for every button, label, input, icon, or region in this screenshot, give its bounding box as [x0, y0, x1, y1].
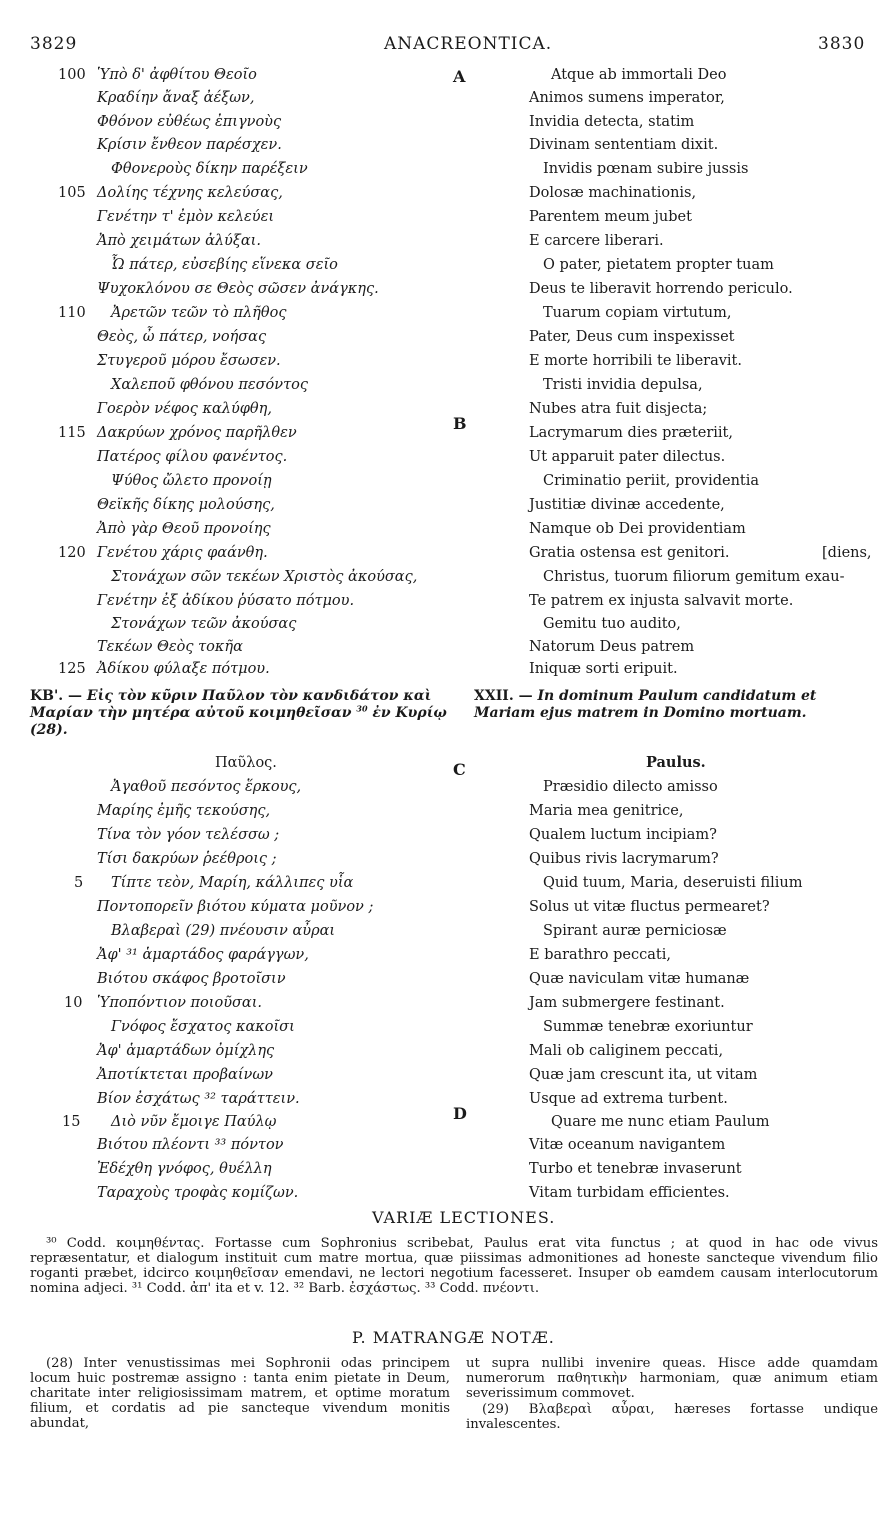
title-tail: ἐν Κυρίῳ (28). — [30, 705, 447, 738]
greek-verse: Ψύθος ὤλετο προνοίῃ — [111, 473, 272, 489]
line-number: 110 — [58, 305, 86, 321]
variant-reading: ³⁰ Codd. κοιμηθέντας. Fortasse cum Sophronius scribebat, Paulus erat vita functus ; at quod in hac ode vivus repræsentatur, et dialogum instituit cum matre mortua, quæ piissimas admonitiones ad honeste sancteque vivendum filio roganti præbet, idcirco κοιμηθεῖσαν emendavi, ne lectori negotium facesseret. Insuper ob eamdem causam interlocutorum nomina adjeci. ³¹ Codd. ἀπ' ita et v. 12. ³² Barb. ἐσχάστως. ³³ Codd. πνέοντι. — [30, 1236, 878, 1296]
latin-verse: Nubes atra fuit disjecta; — [529, 401, 708, 417]
greek-verse: Στονάχων τεῶν ἀκούσας — [111, 616, 297, 632]
greek-verse: Ταραχοὺς τροφὰς κομίζων. — [97, 1185, 299, 1201]
greek-verse: Ψυχοκλόνου σε Θεὸς σῶσεν ἀνάγκης. — [97, 281, 379, 297]
greek-verse: Ἀφ' ἁμαρτάδων ὀμίχλης — [97, 1043, 275, 1059]
greek-verse: Στυγεροῦ μόρου ἔσωσεν. — [97, 353, 281, 369]
greek-verse: Γνόφος ἔσχατος κακοῖσι — [111, 1019, 295, 1035]
latin-verse: Gratia ostensa est genitori. — [529, 545, 730, 561]
greek-verse: Γοερὸν νέφος καλύφθη, — [97, 401, 272, 417]
latin-verse: Te patrem ex injusta salvavit morte. — [529, 593, 794, 609]
greek-verse: Ὦ πάτερ, εὐσεβίης εἵνεκα σεῖο — [111, 257, 338, 273]
greek-verse: Γενέτου χάρις φαάνθη. — [97, 545, 268, 561]
greek-verse: Θεϊκῆς δίκης μολούσης, — [97, 497, 275, 513]
poem-number: XXII. — — [474, 688, 533, 704]
latin-verse: Atque ab immortali Deo — [551, 67, 727, 83]
latin-verse: Turbo et tenebræ invaserunt — [529, 1161, 742, 1177]
greek-verse: Ποντοπορεῖν βιότου κύματα μοῦνον ; — [97, 899, 374, 915]
notes-heading: P. MATRANGÆ NOTÆ. — [352, 1328, 555, 1347]
latin-verse-overflow: [diens, — [822, 545, 872, 561]
latin-verse: Spirant auræ perniciosæ — [543, 923, 727, 939]
latin-verse: Tuarum copiam virtutum, — [543, 305, 732, 321]
latin-verse: Quæ jam crescunt ita, ut vitam — [529, 1067, 758, 1083]
latin-verse: E morte horribili te liberavit. — [529, 353, 742, 369]
latin-verse: Ut apparuit pater dilectus. — [529, 449, 726, 465]
latin-verse: Parentem meum jubet — [529, 209, 692, 225]
latin-verse: Vitæ oceanum navigantem — [529, 1137, 726, 1153]
greek-verse: Βιότου πλέοντι ³³ πόντον — [97, 1137, 284, 1153]
greek-verse: Μαρίης ἐμῆς τεκούσης, — [97, 803, 271, 819]
latin-verse: Animos sumens imperator, — [529, 90, 725, 106]
line-number: 120 — [58, 545, 86, 561]
latin-verse: Summæ tenebræ exoriuntur — [543, 1019, 753, 1035]
latin-verse: Mali ob caliginem peccati, — [529, 1043, 724, 1059]
line-number: 5 — [74, 875, 84, 891]
latin-verse: Justitiæ divinæ accedente, — [529, 497, 725, 513]
note-28-continued: ut supra nullibi invenire queas. Hisce adde quamdam numerorum παθητικὴν harmoniam, quæ animum etiam severissimum commovet. — [466, 1356, 878, 1401]
line-number: 125 — [58, 661, 86, 677]
latin-verse: O pater, pietatem propter tuam — [543, 257, 774, 273]
title-text: In dominum Paulum candidatum et Mariam ejus matrem in Domino mortuam. — [474, 688, 817, 721]
latin-verse: Natorum Deus patrem — [529, 639, 695, 655]
greek-verse: Πατέρος φίλου φανέντος. — [97, 449, 288, 465]
greek-verse: Στονάχων σῶν τεκέων Χριστὸς ἀκούσας, — [111, 569, 418, 585]
line-number: 115 — [58, 425, 86, 441]
margin-letter: C — [453, 760, 466, 779]
greek-verse: Τίνα τὸν γόον τελέσσω ; — [97, 827, 280, 843]
greek-verse: Φθονεροὺς δίκην παρέξειν — [111, 161, 308, 177]
latin-verse: Usque ad extrema turbent. — [529, 1091, 728, 1107]
margin-letter: A — [453, 67, 466, 86]
column-number-left: 3829 — [30, 34, 78, 54]
greek-verse: Ἀδίκου φύλαξε πότμου. — [97, 661, 270, 677]
line-number: 15 — [62, 1114, 81, 1130]
latin-verse: E barathro peccati, — [529, 947, 671, 963]
greek-verse: Θεὸς, ὦ πάτερ, νοήσας — [97, 329, 267, 345]
title-text: Εἰς τὸν κῦριν Παῦλον τὸν κανδιδάτον καὶ Μαρίαν τὴν μητέρα αὐτοῦ κοιμηθεῖσαν — [30, 688, 432, 721]
greek-verse: Ὑποπόντιον ποιοῦσαι. — [97, 995, 263, 1011]
latin-verse: Qualem luctum incipiam? — [529, 827, 717, 843]
line-number: 105 — [58, 185, 86, 201]
greek-verse: Ἀπὸ γὰρ Θεοῦ προνοίης — [97, 521, 271, 537]
poem-title-latin — [474, 688, 878, 722]
speaker-greek: Παῦλος. — [215, 755, 277, 771]
greek-verse: Ὑπὸ δ' ἀφθίτου Θεοῖο — [97, 67, 257, 83]
latin-verse: Invidis pœnam subire jussis — [543, 161, 749, 177]
greek-verse: Βίον ἐσχάτως ³² ταράττειν. — [97, 1091, 300, 1107]
note-column-right — [466, 1356, 878, 1432]
column-number-right: 3830 — [818, 34, 866, 54]
running-title: ANACREONTICA. — [384, 34, 553, 54]
greek-verse: Τίσι δακρύων ῥεέθροις ; — [97, 851, 277, 867]
margin-letter: B — [453, 414, 467, 433]
latin-verse: Gemitu tuo audito, — [543, 616, 681, 632]
latin-verse: Pater, Deus cum inspexisset — [529, 329, 735, 345]
greek-verse: Κραδίην ἄναξ ἀέξων, — [97, 90, 255, 106]
latin-verse: Quid tuum, Maria, deseruisti filium — [543, 875, 803, 891]
greek-verse: Κρίσιν ἔνθεον παρέσχεν. — [97, 137, 282, 153]
latin-verse: Dolosæ machinationis, — [529, 185, 697, 201]
greek-verse: Βιότου σκάφος βροτοῖσιν — [97, 971, 286, 987]
latin-verse: Vitam turbidam efficientes. — [529, 1185, 730, 1201]
latin-verse: Præsidio dilecto amisso — [543, 779, 718, 795]
latin-verse: Christus, tuorum filiorum gemitum exau- — [543, 569, 845, 585]
latin-verse: Iniquæ sorti eripuit. — [529, 661, 678, 677]
greek-verse: Τίπτε τεὸν, Μαρίη, κάλλιπες υἷα — [111, 875, 354, 891]
line-number: 100 — [58, 67, 86, 83]
greek-verse: Γενέτην ἐξ ἀδίκου ῥύσατο πότμου. — [97, 593, 355, 609]
speaker-latin: Paulus. — [646, 754, 706, 771]
variae-lectiones-text — [30, 1236, 878, 1296]
latin-verse: E carcere liberari. — [529, 233, 664, 249]
greek-verse: Ἀγαθοῦ πεσόντος ἕρκους, — [111, 779, 302, 795]
greek-verse: Διὸ νῦν ἔμοιγε Παύλῳ — [111, 1114, 277, 1130]
greek-verse: Ἀφ' ³¹ ἁμαρτάδος φαράγγων, — [97, 947, 309, 963]
latin-verse: Criminatio periit, providentia — [543, 473, 760, 489]
note-28: (28) Inter venustissimas mei Sophronii odas principem locum huic postremæ assigno : tanta enim pietate in Deum, charitate inter religiosissimam matrem, et optime moratum filium, et cordatis ad pie sancteque vivendum monitis abundat, — [30, 1356, 450, 1431]
latin-verse: Divinam sententiam dixit. — [529, 137, 719, 153]
latin-verse: Lacrymarum dies præteriit, — [529, 425, 733, 441]
greek-verse: Γενέτην τ' ἐμὸν κελεύει — [97, 209, 275, 225]
latin-verse: Maria mea genitrice, — [529, 803, 684, 819]
greek-verse: Φθόνον εὐθέως ἐπιγνοὺς — [97, 114, 282, 130]
latin-verse: Tristi invidia depulsa, — [543, 377, 703, 393]
latin-verse: Quare me nunc etiam Paulum — [551, 1114, 770, 1130]
line-number: 10 — [64, 995, 83, 1011]
latin-verse: Quæ naviculam vitæ humanæ — [529, 971, 750, 987]
greek-verse: Δακρύων χρόνος παρῆλθεν — [97, 425, 297, 441]
latin-verse: Deus te liberavit horrendo periculo. — [529, 281, 793, 297]
poem-number: ΚΒ'. — — [30, 688, 83, 704]
note-column-left — [30, 1356, 450, 1431]
greek-verse: Ἐδέχθη γνόφος, θυέλλη — [97, 1161, 272, 1177]
greek-verse: Χαλεποῦ φθόνου πεσόντος — [111, 377, 308, 393]
margin-letter: D — [453, 1104, 467, 1123]
latin-verse: Quibus rivis lacrymarum? — [529, 851, 719, 867]
greek-verse: Ἀπὸ χειμάτων ἀλύξαι. — [97, 233, 261, 249]
latin-verse: Invidia detecta, statim — [529, 114, 695, 130]
note-29: (29) Βλαβεραὶ αὖραι, hæreses fortasse undique invalescentes. — [466, 1402, 878, 1432]
poem-title-greek — [30, 688, 450, 739]
greek-verse: Βλαβεραὶ (29) πνέουσιν αὖραι — [111, 923, 336, 939]
variae-lectiones-heading: VARIÆ LECTIONES. — [372, 1208, 556, 1227]
latin-verse: Solus ut vitæ fluctus permearet? — [529, 899, 770, 915]
footnote-ref: 30 — [356, 703, 368, 714]
latin-verse: Jam submergere festinant. — [529, 995, 725, 1011]
greek-verse: Ἀρετῶν τεῶν τὸ πλῆθος — [111, 305, 287, 321]
latin-verse: Namque ob Dei providentiam — [529, 521, 746, 537]
greek-verse: Τεκέων Θεὸς τοκῆα — [97, 639, 243, 655]
greek-verse: Ἀποτίκτεται προβαίνων — [97, 1067, 273, 1083]
greek-verse: Δολίης τέχνης κελεύσας, — [97, 185, 283, 201]
